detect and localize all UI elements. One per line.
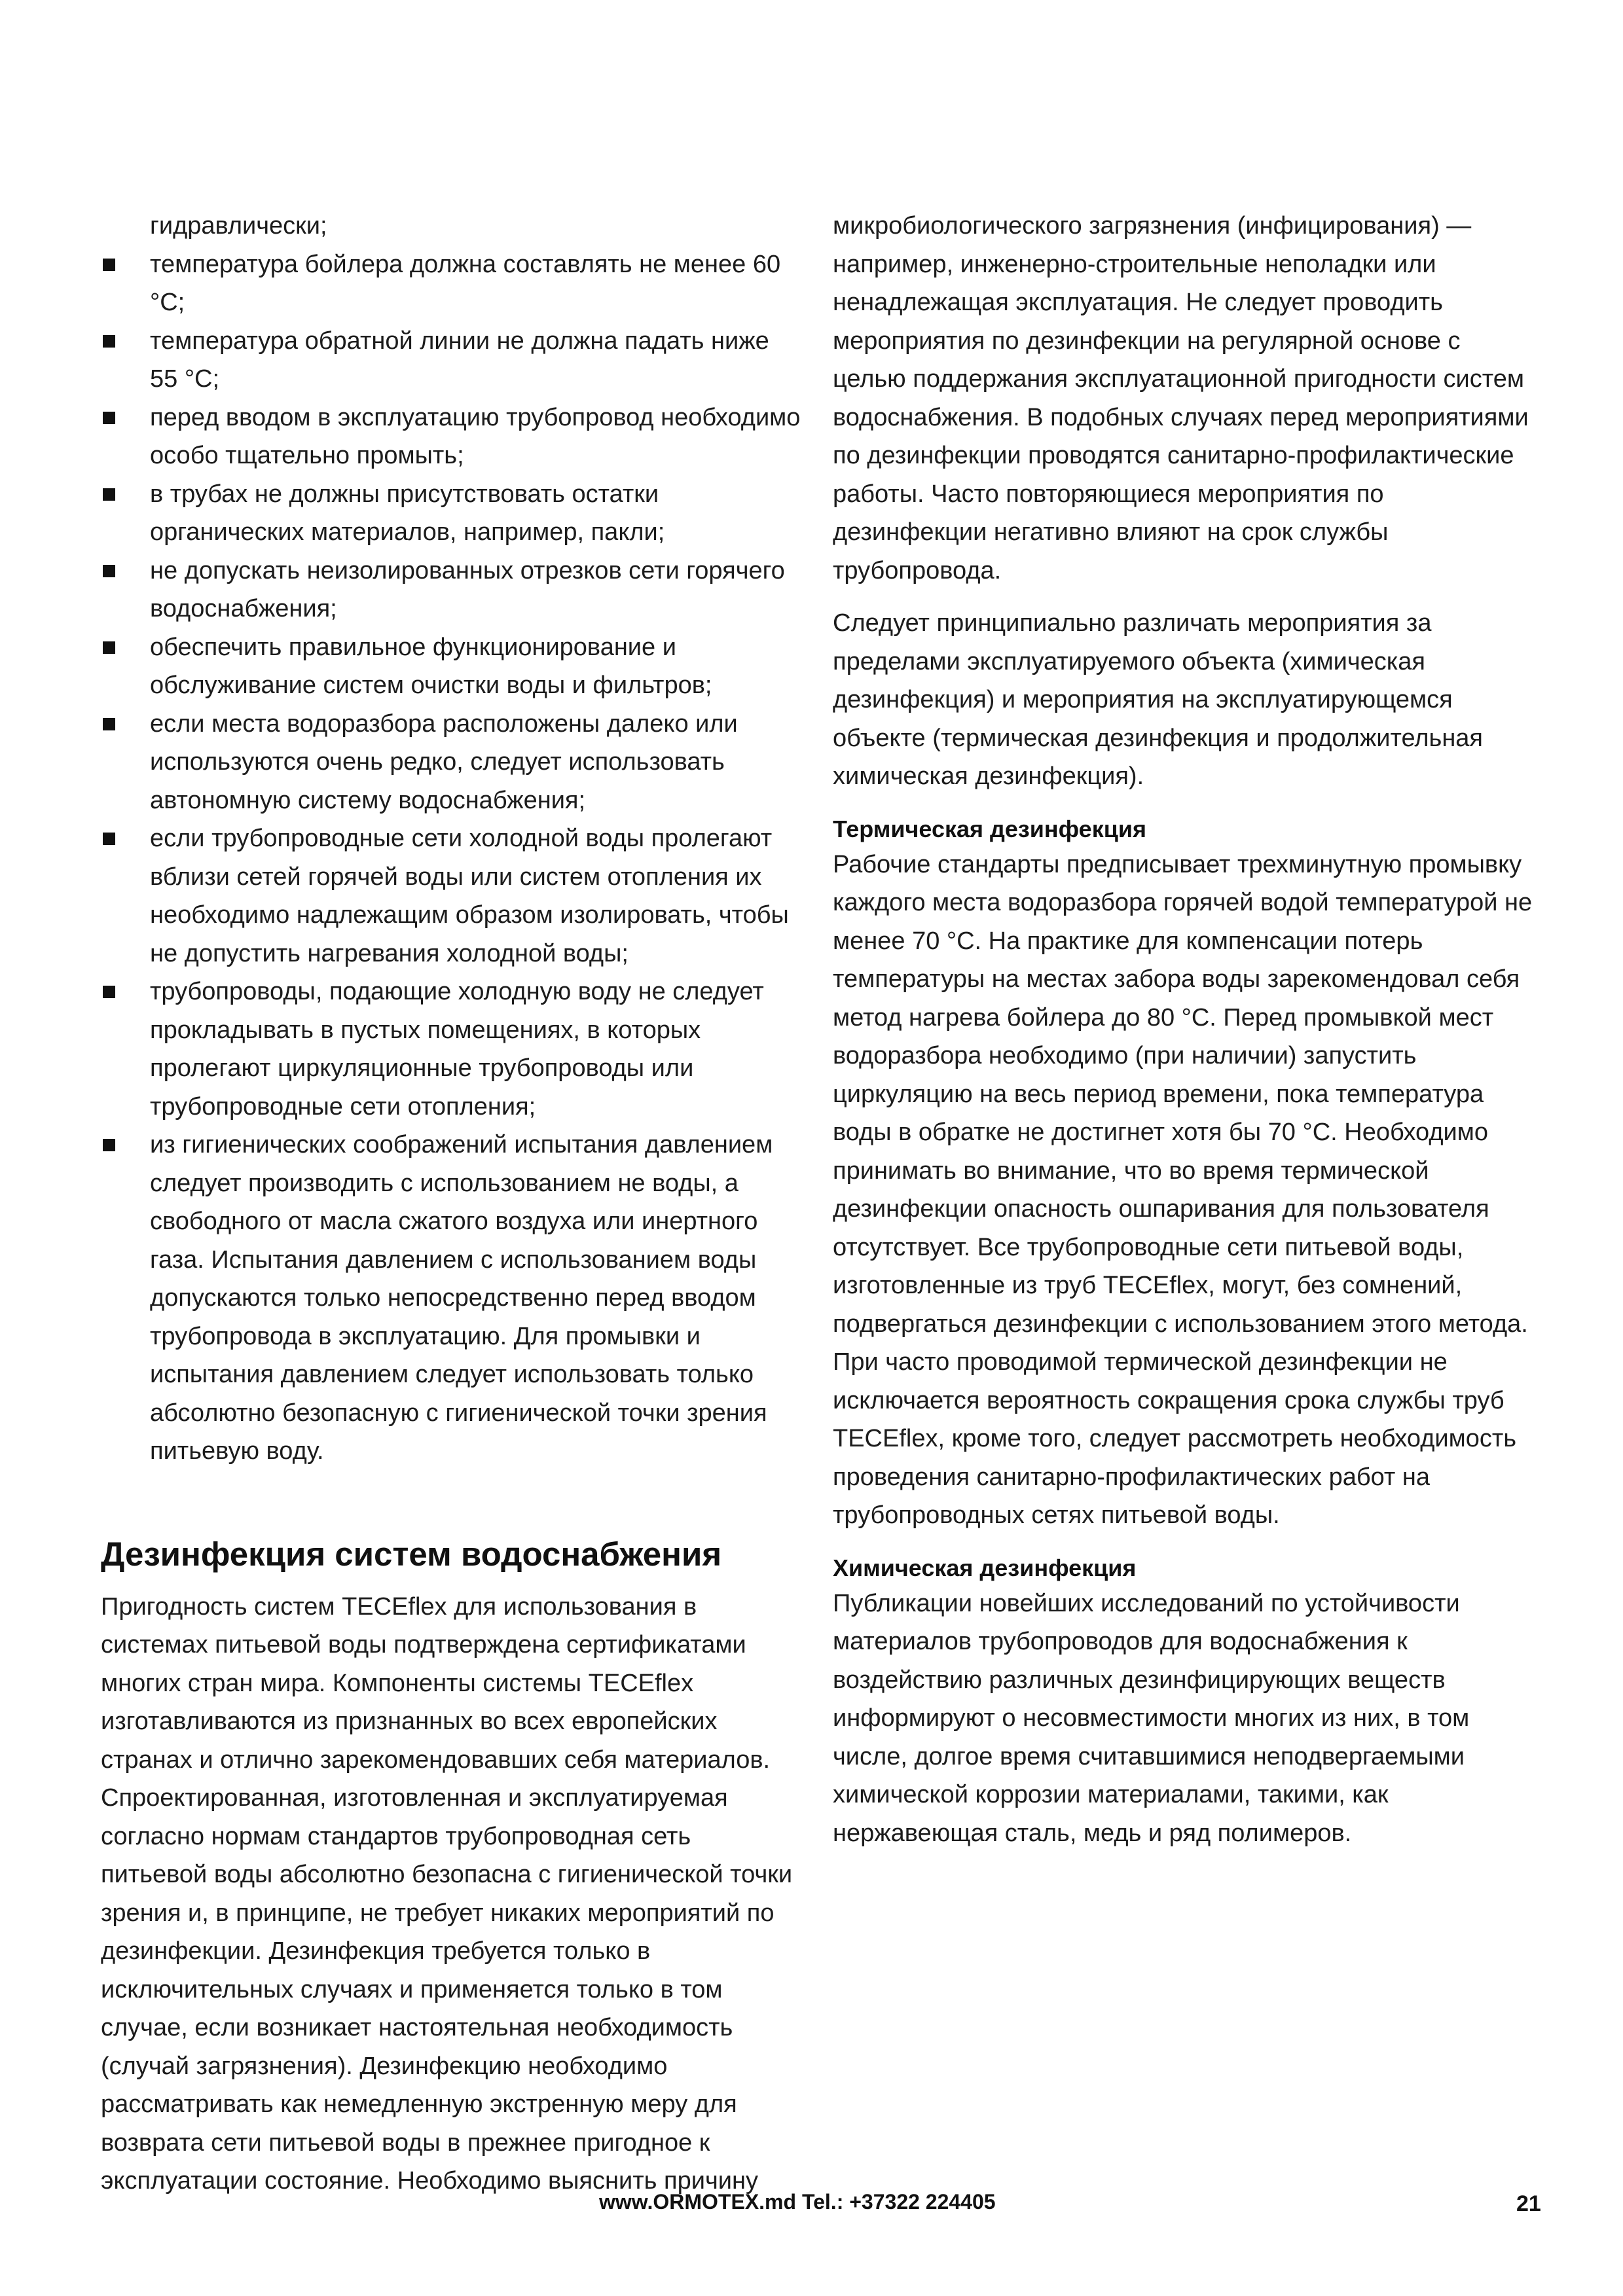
bullet-square-icon <box>103 412 115 424</box>
bullet-square-icon <box>103 986 115 998</box>
list-item <box>101 819 801 973</box>
paragraph-distinction: Следует принципиально различать мероприятия за пределами эксплуатируемого объекта (химическая дезинфекция) и мероприятия на эксплуатирующемся объекте (термическая дезинфекция и продолжительная химическая дезинфекция). <box>833 609 1484 790</box>
left-column <box>101 207 801 2200</box>
section-paragraph: Пригодность систем TECEflex для использования в системах питьевой воды подтверждена сертификатами многих стран мира. Компоненты системы TECEflex изготавливаются из признанных во всех европейских странах и отлично зарекомендовавших себя материалов. Спроектированная, изготовленная и эксплуатируемая согласно нормам стандартов трубопроводная сеть питьевой воды абсолютно безопасна с гигиенической точки зрения и, в принципе, не требует никаких мероприятий по дезинфекции. Дезинфекция требуется только в исключительных случаях и применяется только в том случае, если возникает настоятельная необходимость (случай загрязнения). Дезинфекцию необходимо рассматривать как немедленную экстренную меру для возврата сети питьевой воды в прежнее пригодное к эксплуатации состояние. Необходимо выяснить причину <box>101 1592 793 2195</box>
requirements-list <box>101 207 801 1471</box>
bullet-square-icon <box>103 833 115 845</box>
right-column <box>833 207 1533 1852</box>
list-item <box>101 475 801 552</box>
list-item-text: обеспечить правильное функционирование и обслуживание систем очистки воды и фильтров; <box>150 633 712 699</box>
section-title: Дезинфекция систем водоснабжения <box>101 1535 722 1573</box>
footer-contact: www.ORMOTEX.md Tel.: +37322 224405 <box>599 2190 996 2214</box>
bullet-square-icon <box>103 565 115 577</box>
bullet-square-icon <box>103 259 115 271</box>
list-item-text: если места водоразбора расположены далеко или используются очень редко, следует использовать автономную систему водоснабжения; <box>150 709 738 814</box>
list-item <box>101 207 801 245</box>
bullet-square-icon <box>103 718 115 730</box>
list-item-text: не допускать неизолированных отрезков сети горячего водоснабжения; <box>150 556 785 622</box>
list-item <box>101 399 801 475</box>
paragraph-contamination: микробиологического загрязнения (инфицирования) — например, инженерно-строительные неполадки или ненадлежащая эксплуатация. Не следует проводить мероприятия по дезинфекции на регулярной основе с целью поддержания эксплуатационной пригодности систем водоснабжения. В подобных случаях перед мероприятиями по дезинфекции проводятся санитарно-профилактические работы. Часто повторяющиеся мероприятия по дезинфекции негативно влияют на срок службы трубопровода. <box>833 212 1529 584</box>
list-item-text: перед вводом в эксплуатацию трубопровод необходимо особо тщательно промыть; <box>150 403 801 469</box>
list-item <box>101 245 801 322</box>
chemical-disinfection-heading: Химическая дезинфекция <box>833 1554 1137 1581</box>
bullet-square-icon <box>103 1139 115 1151</box>
chemical-disinfection-text: Публикации новейших исследований по устойчивости материалов трубопроводов для водоснабжения к воздействию различных дезинфицирующих веществ информируют о несовместимости многих из них, в том числе, долгое время считавшимися неподвергаемыми химической коррозии материалами, такими, как нержавеющая сталь, медь и ряд полимеров. <box>833 1589 1470 1847</box>
thermal-disinfection-heading: Термическая дезинфекция <box>833 815 1146 842</box>
list-item <box>101 552 801 628</box>
list-item-text: температура бойлера должна составлять не менее 60 °С; <box>150 250 781 316</box>
list-item-text: из гигиенических соображений испытания давлением следует производить с использованием не воды, а свободного от масла сжатого воздуха или инертного газа. Испытания давлением с использованием воды допускаются только непосредственно перед вводом трубопровода в эксплуатацию. Для промывки и испытания давлением следует использовать только абсолютно безопасную с гигиенической точки зрения питьевую воду. <box>150 1131 773 1465</box>
page-number: 21 <box>1516 2191 1541 2216</box>
list-item <box>101 1126 801 1471</box>
list-item <box>101 322 801 399</box>
list-item-text: гидравлически; <box>150 212 327 240</box>
bullet-square-icon <box>103 641 115 654</box>
list-item <box>101 705 801 820</box>
list-item-text: трубопроводы, подающие холодную воду не следует прокладывать в пустых помещениях, в которых пролегают циркуляционные трубопроводы или трубопроводные сети отопления; <box>150 978 764 1121</box>
list-item-text: в трубах не должны присутствовать остатки органических материалов, например, пакли; <box>150 480 665 546</box>
list-item-text: если трубопроводные сети холодной воды пролегают вблизи сетей горячей воды или систем отопления их необходимо надлежащим образом изолировать, чтобы не допустить нагревания холодной воды; <box>150 825 789 967</box>
bullet-square-icon <box>103 488 115 501</box>
list-item <box>101 973 801 1126</box>
list-item <box>101 628 801 705</box>
bullet-square-icon <box>103 335 115 348</box>
thermal-disinfection-text: Рабочие стандарты предписывает трехминутную промывку каждого места водоразбора горячей водой температурой не менее 70 °С. На практике для компенсации потерь температуры на местах забора воды зарекомендовал себя метод нагрева бойлера до 80 °С. Перед промывкой мест водоразбора необходимо (при наличии) запустить циркуляцию на весь период времени, пока температура воды в обратке не достигнет хотя бы 70 °С. Необходимо принимать во внимание, что во время термической дезинфекции опасность ошпаривания для пользователя отсутствует. Все трубопроводные сети питьевой воды, изготовленные из труб TECEflex, могут, без сомнений, подвергаться дезинфекции с использованием этого метода. При часто проводимой термической дезинфекции не исключается вероятность сокращения срока службы труб TECEflex, кроме того, следует рассмотреть необходимость проведения санитарно-профилактических работ на трубопроводных сетях питьевой воды. <box>833 850 1533 1529</box>
list-item-text: температура обратной линии не должна падать ниже 55 °С; <box>150 327 769 393</box>
